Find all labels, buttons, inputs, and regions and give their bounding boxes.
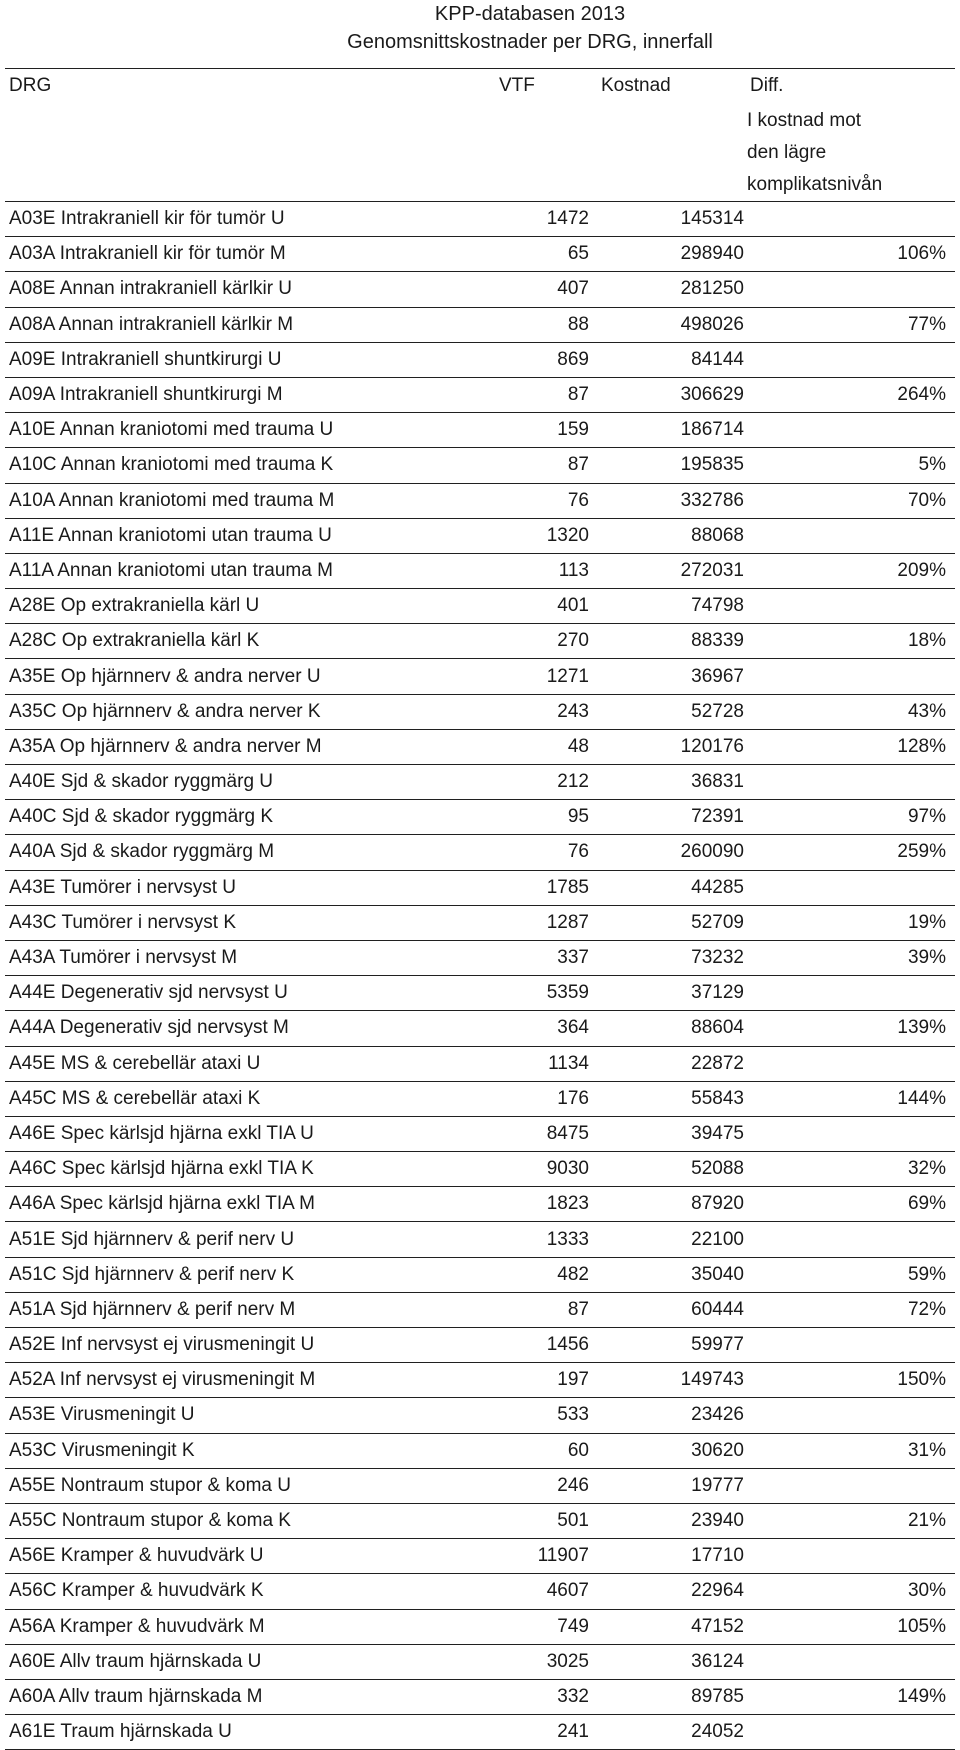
cell-drg: A11E Annan kraniotomi utan trauma U	[9, 524, 332, 546]
cell-diff: 30%	[907, 1580, 946, 1602]
table-row	[5, 905, 955, 940]
cell-drg: A60A Allv traum hjärnskada M	[9, 1685, 263, 1707]
table-row	[5, 1257, 955, 1292]
table-row	[5, 588, 955, 623]
table-row	[5, 553, 955, 588]
table-row	[5, 483, 955, 518]
cell-drg: A40C Sjd & skador ryggmärg K	[9, 806, 274, 828]
cell-diff: 105%	[897, 1615, 946, 1637]
page-subtitle: Genomsnittskostnader per DRG, innerfall	[347, 31, 713, 53]
table-row	[5, 1186, 955, 1221]
cell-vtf: 87	[567, 384, 589, 406]
cell-vtf: 197	[557, 1369, 589, 1391]
table-row	[5, 447, 955, 482]
cell-drg: A56A Kramper & huvudvärk M	[9, 1615, 265, 1637]
cell-diff: 19%	[907, 911, 946, 933]
table-row	[5, 1081, 955, 1116]
cell-drg: A51C Sjd hjärnnerv & perif nerv K	[9, 1263, 295, 1285]
cell-diff: 43%	[907, 700, 946, 722]
cell-diff: 32%	[907, 1158, 946, 1180]
cell-drg: A10C Annan kraniotomi med trauma K	[9, 454, 334, 476]
cell-diff: 69%	[907, 1193, 946, 1215]
cell-kostnad: 52709	[691, 911, 744, 933]
table-body	[5, 201, 955, 1749]
cell-kostnad: 195835	[680, 454, 744, 476]
cell-drg: A43E Tumörer i nervsyst U	[9, 876, 237, 898]
cell-vtf: 482	[557, 1263, 589, 1285]
cell-vtf: 243	[557, 700, 589, 722]
cell-vtf: 749	[557, 1615, 589, 1637]
cell-drg: A60E Allv traum hjärnskada U	[9, 1650, 262, 1672]
header-kostnad: Kostnad	[601, 75, 671, 96]
cell-kostnad: 306629	[680, 384, 744, 406]
cell-kostnad: 17710	[691, 1545, 744, 1567]
table-row	[5, 1292, 955, 1327]
cell-drg: A44E Degenerativ sjd nervsyst U	[9, 982, 288, 1004]
table-row	[5, 377, 955, 412]
cell-drg: A43C Tumörer i nervsyst K	[9, 911, 237, 933]
table-row	[5, 236, 955, 271]
table-row	[5, 1573, 955, 1608]
cell-vtf: 1333	[546, 1228, 589, 1250]
cell-vtf: 1271	[546, 665, 589, 687]
cell-kostnad: 149743	[680, 1369, 744, 1391]
cell-drg: A11A Annan kraniotomi utan trauma M	[9, 559, 333, 581]
cell-vtf: 5359	[546, 982, 589, 1004]
table-row	[5, 1679, 955, 1714]
table-header-row	[5, 68, 955, 103]
diff-subheader-line: den lägre	[747, 142, 827, 163]
cell-drg: A10A Annan kraniotomi med trauma M	[9, 489, 335, 511]
cell-drg: A51E Sjd hjärnnerv & perif nerv U	[9, 1228, 295, 1250]
cell-diff: 31%	[907, 1439, 946, 1461]
cell-diff: 70%	[907, 489, 946, 511]
cell-diff: 209%	[897, 559, 946, 581]
cell-kostnad: 23940	[691, 1510, 744, 1532]
cell-vtf: 176	[557, 1087, 589, 1109]
cell-drg: A55E Nontraum stupor & koma U	[9, 1474, 291, 1496]
table-row	[5, 1503, 955, 1538]
cell-drg: A46E Spec kärlsjd hjärna exkl TIA U	[9, 1122, 314, 1144]
cell-kostnad: 332786	[680, 489, 744, 511]
cell-vtf: 270	[557, 630, 589, 652]
cell-drg: A09A Intrakraniell shuntkirurgi M	[9, 384, 283, 406]
table-row	[5, 1644, 955, 1679]
cell-kostnad: 24052	[691, 1721, 744, 1743]
table-row	[5, 1538, 955, 1573]
cell-vtf: 364	[557, 1017, 589, 1039]
cell-drg: A03A Intrakraniell kir för tumör M	[9, 243, 286, 265]
cell-drg: A08A Annan intrakraniell kärlkir M	[9, 313, 294, 335]
cell-vtf: 241	[557, 1721, 589, 1743]
cell-kostnad: 47152	[691, 1615, 744, 1637]
cell-vtf: 869	[557, 348, 589, 370]
cell-kostnad: 88339	[691, 630, 744, 652]
header-drg: DRG	[9, 75, 52, 96]
table-row	[5, 518, 955, 553]
cell-drg: A55C Nontraum stupor & koma K	[9, 1510, 291, 1532]
cell-kostnad: 186714	[680, 419, 744, 441]
cell-vtf: 159	[557, 419, 589, 441]
page-title: KPP-databasen 2013	[434, 3, 626, 25]
cell-drg: A09E Intrakraniell shuntkirurgi U	[9, 348, 282, 370]
cell-vtf: 533	[557, 1404, 589, 1426]
table-row	[5, 1714, 955, 1749]
cell-drg: A44A Degenerativ sjd nervsyst M	[9, 1017, 289, 1039]
table-row	[5, 975, 955, 1010]
table-row	[5, 307, 955, 342]
table-row	[5, 694, 955, 729]
cell-kostnad: 19777	[691, 1474, 744, 1496]
cell-kostnad: 36967	[691, 665, 744, 687]
table-row	[5, 1010, 955, 1045]
cell-kostnad: 120176	[680, 735, 744, 757]
cell-kostnad: 73232	[691, 947, 744, 969]
cell-kostnad: 84144	[691, 348, 744, 370]
cell-diff: 139%	[897, 1017, 946, 1039]
cell-kostnad: 272031	[680, 559, 744, 581]
table-row	[5, 1468, 955, 1503]
cell-vtf: 65	[567, 243, 589, 265]
cell-kostnad: 44285	[691, 876, 744, 898]
cell-vtf: 3025	[546, 1650, 589, 1672]
table-row	[5, 271, 955, 306]
cell-kostnad: 88604	[691, 1017, 744, 1039]
table-row	[5, 1397, 955, 1432]
cell-diff: 128%	[897, 735, 946, 757]
diff-subheader-line: I kostnad mot	[747, 110, 862, 131]
cell-vtf: 1456	[546, 1334, 589, 1356]
cell-vtf: 1823	[546, 1193, 589, 1215]
cell-vtf: 1134	[548, 1052, 589, 1074]
cell-vtf: 11907	[537, 1545, 589, 1567]
cell-drg: A56E Kramper & huvudvärk U	[9, 1545, 264, 1567]
cell-kostnad: 298940	[680, 243, 744, 265]
cell-drg: A35E Op hjärnnerv & andra nerver U	[9, 665, 321, 687]
cell-kostnad: 60444	[691, 1298, 744, 1320]
table-row	[5, 940, 955, 975]
cell-kostnad: 36831	[691, 771, 744, 793]
table-row	[5, 658, 955, 693]
cell-drg: A35A Op hjärnnerv & andra nerver M	[9, 735, 322, 757]
table-row	[5, 870, 955, 905]
cell-vtf: 76	[567, 489, 589, 511]
cell-vtf: 1320	[546, 524, 589, 546]
cell-diff: 39%	[907, 947, 946, 969]
cell-vtf: 501	[557, 1510, 589, 1532]
cell-drg: A28C Op extrakraniella kärl K	[9, 630, 260, 652]
cell-kostnad: 35040	[691, 1263, 744, 1285]
cell-diff: 5%	[918, 454, 946, 476]
cell-drg: A10E Annan kraniotomi med trauma U	[9, 419, 334, 441]
cell-vtf: 48	[567, 735, 589, 757]
table-row	[5, 1116, 955, 1151]
cell-kostnad: 37129	[691, 982, 744, 1004]
cell-drg: A40E Sjd & skador ryggmärg U	[9, 771, 274, 793]
cell-diff: 144%	[897, 1087, 946, 1109]
cell-vtf: 401	[557, 595, 589, 617]
table-row	[5, 764, 955, 799]
header-vtf: VTF	[499, 75, 535, 96]
cell-kostnad: 52088	[691, 1158, 744, 1180]
cell-diff: 150%	[897, 1369, 946, 1391]
cell-kostnad: 260090	[680, 841, 744, 863]
cell-kostnad: 22872	[691, 1052, 744, 1074]
table-row	[5, 1433, 955, 1468]
cell-drg: A56C Kramper & huvudvärk K	[9, 1580, 264, 1602]
cell-vtf: 1287	[546, 911, 589, 933]
cell-drg: A51A Sjd hjärnnerv & perif nerv M	[9, 1298, 296, 1320]
cell-vtf: 113	[558, 559, 589, 581]
table-row	[5, 1221, 955, 1256]
cell-vtf: 1785	[546, 876, 589, 898]
cell-kostnad: 23426	[691, 1404, 744, 1426]
cell-vtf: 407	[557, 278, 589, 300]
drg-cost-table	[5, 68, 955, 1750]
cell-drg: A52A Inf nervsyst ej virusmeningit M	[9, 1369, 316, 1391]
cell-drg: A45C MS & cerebellär ataxi K	[9, 1087, 261, 1109]
cell-diff: 97%	[907, 806, 946, 828]
cell-kostnad: 30620	[691, 1439, 744, 1461]
cell-kostnad: 39475	[691, 1122, 744, 1144]
cell-kostnad: 88068	[691, 524, 744, 546]
table-row	[5, 1327, 955, 1362]
cell-vtf: 76	[567, 841, 589, 863]
cell-drg: A28E Op extrakraniella kärl U	[9, 595, 260, 617]
cell-drg: A08E Annan intrakraniell kärlkir U	[9, 278, 293, 300]
cell-drg: A35C Op hjärnnerv & andra nerver K	[9, 700, 321, 722]
cell-vtf: 337	[557, 947, 589, 969]
cell-drg: A46A Spec kärlsjd hjärna exkl TIA M	[9, 1193, 315, 1215]
cell-kostnad: 74798	[691, 595, 744, 617]
diff-subheader	[5, 103, 955, 201]
cell-drg: A53C Virusmeningit K	[9, 1439, 195, 1461]
table-row	[5, 342, 955, 377]
cell-vtf: 60	[567, 1439, 589, 1461]
cell-diff: 264%	[897, 384, 946, 406]
table-row	[5, 623, 955, 658]
cell-drg: A03E Intrakraniell kir för tumör U	[9, 208, 285, 230]
cell-vtf: 8475	[546, 1122, 589, 1144]
cell-kostnad: 89785	[691, 1685, 744, 1707]
cell-kostnad: 22100	[691, 1228, 744, 1250]
cell-diff: 59%	[907, 1263, 946, 1285]
header-diff: Diff.	[750, 75, 784, 96]
cell-kostnad: 281250	[680, 278, 744, 300]
table-row	[5, 412, 955, 447]
table-row	[5, 1151, 955, 1186]
cell-kostnad: 36124	[691, 1650, 744, 1672]
cell-diff: 21%	[907, 1510, 946, 1532]
cell-diff: 72%	[907, 1298, 946, 1320]
cell-diff: 259%	[897, 841, 946, 863]
cell-vtf: 246	[557, 1474, 589, 1496]
cell-kostnad: 52728	[691, 700, 744, 722]
cell-vtf: 9030	[546, 1158, 589, 1180]
table-row	[5, 1609, 955, 1644]
cell-vtf: 1472	[546, 208, 589, 230]
cell-vtf: 87	[567, 1298, 589, 1320]
cell-kostnad: 59977	[691, 1334, 744, 1356]
table-row	[5, 729, 955, 764]
cell-diff: 106%	[897, 243, 946, 265]
cell-vtf: 4607	[546, 1580, 589, 1602]
cell-drg: A46C Spec kärlsjd hjärna exkl TIA K	[9, 1158, 314, 1180]
cell-drg: A53E Virusmeningit U	[9, 1404, 195, 1426]
cell-kostnad: 498026	[680, 313, 744, 335]
cell-drg: A61E Traum hjärnskada U	[9, 1721, 232, 1743]
cell-kostnad: 55843	[691, 1087, 744, 1109]
table-row	[5, 799, 955, 834]
cell-kostnad: 87920	[691, 1193, 744, 1215]
cell-vtf: 212	[557, 771, 589, 793]
cell-diff: 149%	[897, 1685, 946, 1707]
diff-subheader-line: komplikatsnivån	[747, 174, 883, 195]
cell-kostnad: 145314	[680, 208, 744, 230]
cell-vtf: 87	[567, 454, 589, 476]
cell-vtf: 332	[557, 1685, 589, 1707]
table-row	[5, 1046, 955, 1081]
cell-vtf: 95	[567, 806, 589, 828]
cell-drg: A52E Inf nervsyst ej virusmeningit U	[9, 1334, 315, 1356]
cell-drg: A43A Tumörer i nervsyst M	[9, 947, 238, 969]
cell-diff: 77%	[907, 313, 946, 335]
table-row	[5, 834, 955, 869]
table-row	[5, 1362, 955, 1397]
cell-kostnad: 72391	[691, 806, 744, 828]
cell-vtf: 88	[567, 313, 589, 335]
cell-kostnad: 22964	[691, 1580, 744, 1602]
cell-drg: A40A Sjd & skador ryggmärg M	[9, 841, 275, 863]
table-row	[5, 201, 955, 236]
cell-drg: A45E MS & cerebellär ataxi U	[9, 1052, 261, 1074]
cell-diff: 18%	[907, 630, 946, 652]
